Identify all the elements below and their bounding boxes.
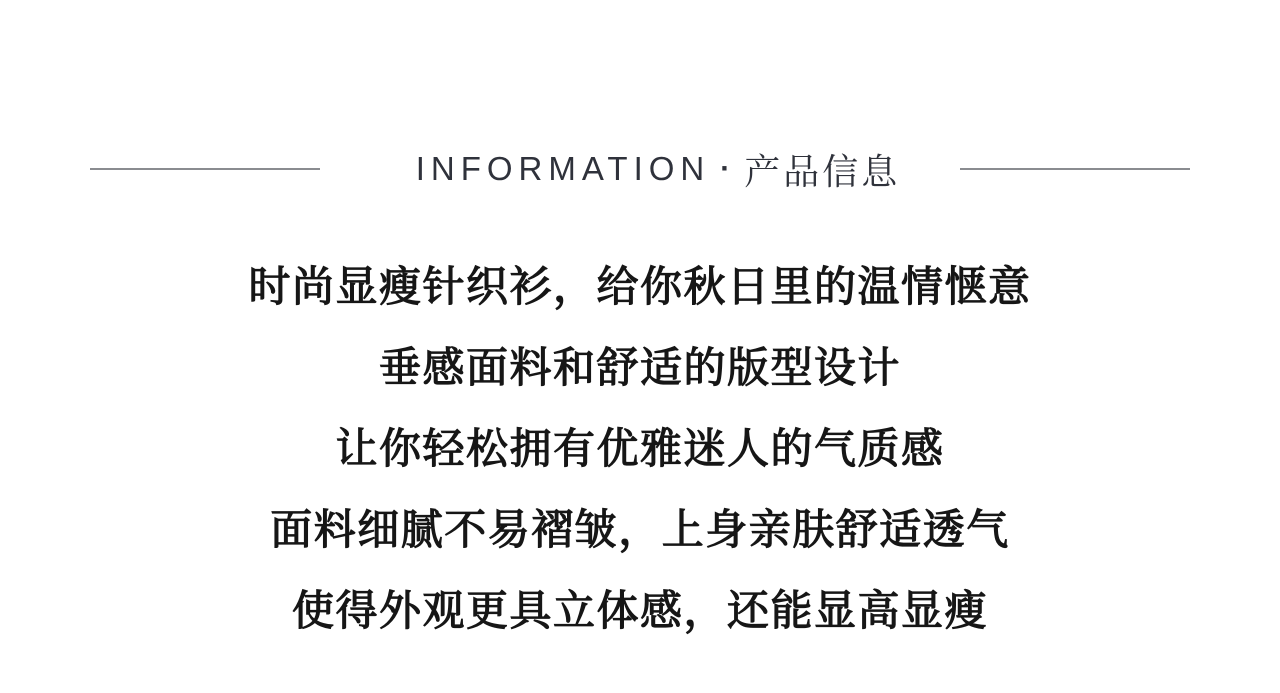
right-divider-line bbox=[960, 168, 1190, 170]
description-line-3: 让你轻松拥有优雅迷人的气质感 bbox=[335, 425, 945, 472]
section-title-english: INFORMATION bbox=[415, 150, 711, 187]
left-divider-line bbox=[90, 168, 320, 170]
section-title bbox=[416, 144, 901, 195]
description-line-2: 垂感面料和舒适的版型设计 bbox=[378, 344, 901, 391]
description-line-5: 使得外观更具立体感，还能显高显瘦 bbox=[291, 587, 988, 634]
title-separator-dot: · bbox=[720, 152, 731, 185]
product-description bbox=[0, 246, 1280, 651]
description-line-1: 时尚显瘦针织衫，给你秋日里的温情惬意 bbox=[248, 263, 1032, 310]
description-line-4: 面料细腻不易褶皱，上身亲肤舒适透气 bbox=[270, 506, 1010, 553]
section-title-chinese: 产品信息 bbox=[744, 150, 901, 192]
section-header bbox=[0, 0, 1280, 192]
